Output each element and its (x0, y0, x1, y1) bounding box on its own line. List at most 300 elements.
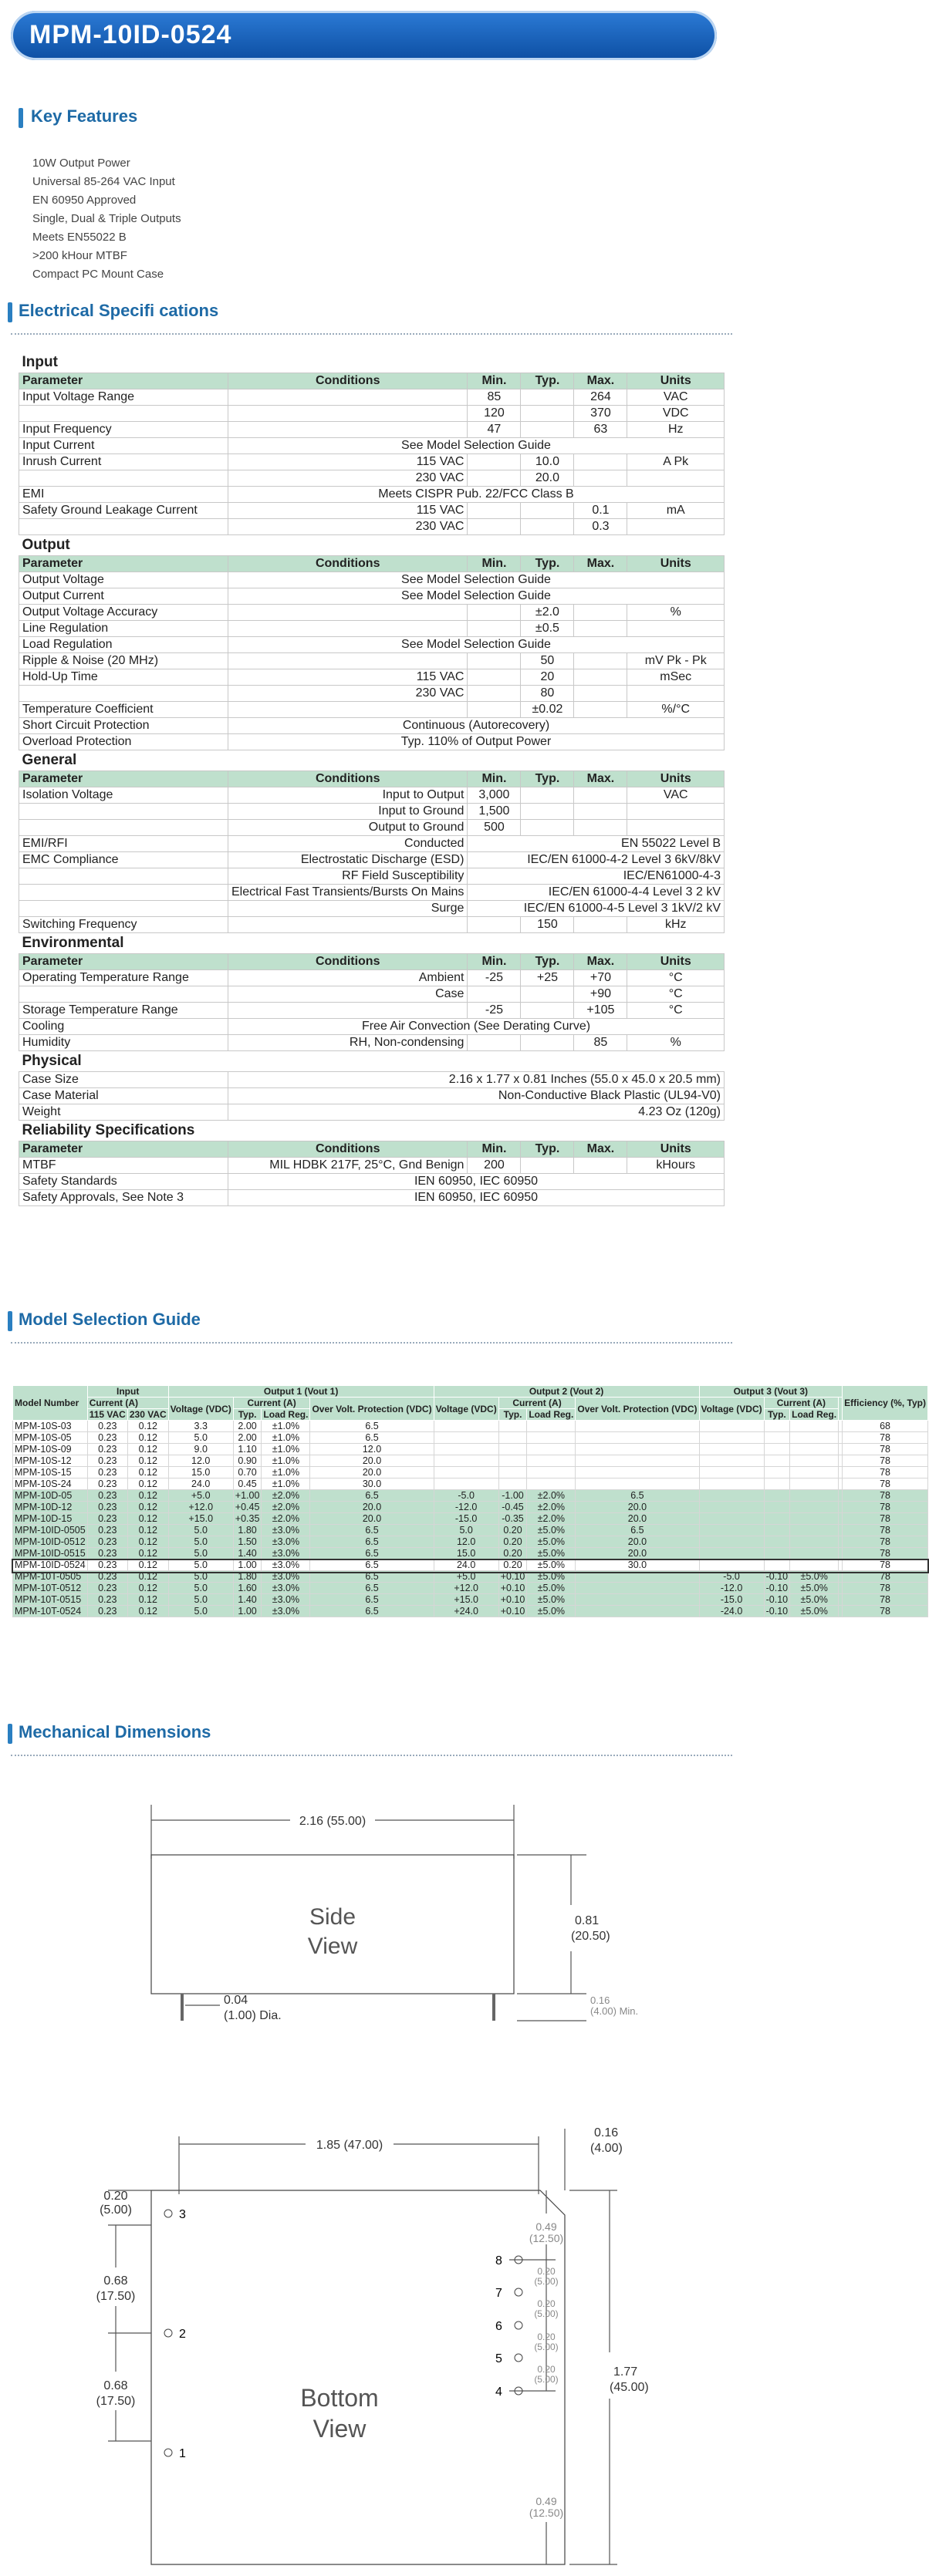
spec-condition: RF Field Susceptibility (228, 868, 468, 885)
model-header-cell: Input (87, 1386, 168, 1398)
corner-mm: (4.00) (590, 2142, 623, 2155)
spec-param: Cooling (19, 1019, 228, 1035)
spec-param: Case Size (19, 1072, 228, 1088)
spacing-in: 0.20 (537, 2332, 556, 2342)
spec-value: 2.16 x 1.77 x 0.81 Inches (55.0 x 45.0 x 20.5 mm) (228, 1072, 725, 1088)
model-cell: MPM-10T-0505 (13, 1571, 88, 1583)
pin-hole (164, 2210, 172, 2217)
model-cell: 1.40 (233, 1594, 262, 1606)
model-cell (764, 1467, 790, 1479)
model-header-cell: Model Number (13, 1386, 88, 1421)
spec-max: +70 (574, 970, 627, 986)
model-cell: 5.0 (168, 1525, 233, 1536)
spec-condition: 230 VAC (228, 470, 468, 487)
mechanical-heading: Mechanical Dimensions (19, 1722, 211, 1741)
model-cell: -1.00 (498, 1490, 527, 1502)
spec-typ: 20.0 (521, 470, 574, 487)
spec-value: IEC/EN 61000-4-4 Level 3 2 kV (468, 885, 725, 901)
model-cell: 5.0 (168, 1571, 233, 1583)
model-cell: 78 (843, 1455, 928, 1467)
pin-number: 5 (495, 2352, 502, 2365)
model-cell: 20.0 (576, 1548, 699, 1559)
model-cell: 0.23 (87, 1548, 127, 1559)
feature-item: EN 60950 Approved (32, 194, 137, 207)
spec-units: % (627, 605, 725, 621)
spec-param: Safety Ground Leakage Current (19, 503, 228, 519)
spec-typ: ±2.0 (521, 605, 574, 621)
model-cell: 2.00 (233, 1421, 262, 1432)
model-cell: 0.45 (233, 1479, 262, 1490)
model-cell: ±5.0% (527, 1559, 576, 1571)
model-cell: 6.5 (310, 1548, 434, 1559)
model-cell: 1.10 (233, 1444, 262, 1455)
spec-units: VAC (627, 389, 725, 406)
model-cell: 0.23 (87, 1606, 127, 1617)
model-cell (764, 1513, 790, 1525)
spec-typ: ±0.02 (521, 702, 574, 718)
model-cell: 6.5 (310, 1594, 434, 1606)
model-cell: 20.0 (310, 1502, 434, 1513)
spec-condition: RH, Non-condensing (228, 1035, 468, 1051)
model-cell: 0.23 (87, 1594, 127, 1606)
model-cell: ±5.0% (790, 1606, 839, 1617)
spec-header-cell: Min. (468, 373, 521, 389)
spec-min: 3,000 (468, 787, 521, 804)
spec-param: EMC Compliance (19, 852, 228, 868)
model-cell: -0.35 (498, 1513, 527, 1525)
model-cell: ±5.0% (790, 1583, 839, 1594)
pin-length-mm: (4.00) Min. (590, 2005, 639, 2017)
spec-header-cell: Typ. (521, 556, 574, 572)
model-header-cell: Current (A) (764, 1398, 839, 1409)
spec-param: Inrush Current (19, 454, 228, 470)
model-cell: 68 (843, 1421, 928, 1432)
model-cell: 5.0 (168, 1559, 233, 1571)
spec-header-cell: Typ. (521, 373, 574, 389)
model-cell: -12.0 (699, 1583, 764, 1594)
model-cell (764, 1444, 790, 1455)
model-cell: 12.0 (434, 1536, 498, 1548)
model-cell: 0.12 (127, 1559, 168, 1571)
key-features-heading: Key Features (31, 106, 138, 126)
spec-param: Safety Approvals, See Note 3 (19, 1190, 228, 1206)
model-cell: 0.12 (127, 1467, 168, 1479)
model-cell: MPM-10T-0515 (13, 1594, 88, 1606)
model-cell: MPM-10D-12 (13, 1502, 88, 1513)
spec-value: See Model Selection Guide (228, 637, 725, 653)
model-cell: ±1.0% (262, 1479, 310, 1490)
spec-header-cell: Max. (574, 373, 627, 389)
spec-condition: 230 VAC (228, 519, 468, 535)
model-cell: 5.0 (168, 1606, 233, 1617)
spacing-in: 0.20 (537, 2298, 556, 2309)
pin-dia-in: 0.04 (224, 1994, 248, 2007)
spec-header-cell: Max. (574, 556, 627, 572)
model-header-cell: Load Reg. (262, 1409, 310, 1421)
model-cell: ±3.0% (262, 1606, 310, 1617)
right-pin-group (495, 2254, 522, 2399)
left-mid1-in: 0.68 (103, 2274, 128, 2288)
pin-span-label: 1.85 (47.00) (316, 2139, 383, 2152)
model-cell: ±1.0% (262, 1455, 310, 1467)
spec-param: Overload Protection (19, 734, 228, 750)
model-cell: 0.12 (127, 1594, 168, 1606)
model-cell: 0.20 (498, 1548, 527, 1559)
pin-number: 4 (495, 2385, 502, 2399)
left-mid2-in: 0.68 (103, 2379, 128, 2392)
spec-param: Operating Temperature Range (19, 970, 228, 986)
model-cell: 0.23 (87, 1525, 127, 1536)
model-header-cell: Over Volt. Protection (VDC) (576, 1398, 699, 1421)
model-cell (764, 1455, 790, 1467)
model-cell: ±5.0% (527, 1536, 576, 1548)
model-header-cell (839, 1398, 843, 1421)
model-cell: 0.23 (87, 1571, 127, 1583)
spec-group-title: Physical (22, 1053, 82, 1069)
model-cell: 5.0 (168, 1594, 233, 1606)
spec-param: Line Regulation (19, 621, 228, 637)
spec-condition: MIL HDBK 217F, 25°C, Gnd Benign (228, 1158, 468, 1174)
model-header-cell: 115 VAC (87, 1409, 127, 1421)
spec-max: +90 (574, 986, 627, 1003)
spec-header-cell: Typ. (521, 1141, 574, 1158)
feature-item: Universal 85-264 VAC Input (32, 175, 175, 188)
bottom-view-label: Bottom (300, 2384, 379, 2412)
model-cell: 12.0 (310, 1444, 434, 1455)
right-049a-in: 0.49 (535, 2220, 557, 2233)
spec-param: MTBF (19, 1158, 228, 1174)
model-cell (764, 1490, 790, 1502)
spec-param: Output Current (19, 588, 228, 605)
model-cell: +0.10 (498, 1583, 527, 1594)
model-cell (790, 1525, 839, 1536)
model-cell: -5.0 (434, 1490, 498, 1502)
model-cell: 6.5 (310, 1571, 434, 1583)
spec-min: 120 (468, 406, 521, 422)
model-header-cell: Voltage (VDC) (699, 1398, 764, 1421)
model-cell: 5.0 (168, 1432, 233, 1444)
model-cell: +0.45 (233, 1502, 262, 1513)
spec-typ: +25 (521, 970, 574, 986)
spec-units: VAC (627, 787, 725, 804)
model-cell: 6.5 (576, 1490, 699, 1502)
model-cell (790, 1455, 839, 1467)
pin-length-in: 0.16 (590, 1994, 610, 2006)
model-cell: MPM-10T-0524 (13, 1606, 88, 1617)
spec-min: 47 (468, 422, 521, 438)
model-cell: 0.12 (127, 1490, 168, 1502)
spec-units: % (627, 1035, 725, 1051)
model-cell: ±1.0% (262, 1444, 310, 1455)
model-cell: ±3.0% (262, 1525, 310, 1536)
model-cell: 6.5 (310, 1432, 434, 1444)
model-cell: 78 (843, 1432, 928, 1444)
model-cell (790, 1467, 839, 1479)
model-cell: 6.5 (310, 1606, 434, 1617)
model-cell: MPM-10T-0512 (13, 1583, 88, 1594)
model-cell: MPM-10S-12 (13, 1455, 88, 1467)
feature-item: Meets EN55022 B (32, 231, 127, 244)
model-cell: 0.12 (127, 1479, 168, 1490)
model-cell: -5.0 (699, 1571, 764, 1583)
spec-units: VDC (627, 406, 725, 422)
model-cell: 20.0 (310, 1513, 434, 1525)
model-cell: 0.12 (127, 1548, 168, 1559)
model-cell: MPM-10D-15 (13, 1513, 88, 1525)
model-header-cell: 230 VAC (127, 1409, 168, 1421)
spec-header-cell: Parameter (19, 556, 228, 572)
pin-number: 8 (495, 2254, 502, 2267)
model-cell (790, 1536, 839, 1548)
spec-group-title: General (22, 752, 77, 768)
spec-header-cell: Parameter (19, 771, 228, 787)
model-cell: 78 (843, 1571, 928, 1583)
model-cell (764, 1502, 790, 1513)
model-cell: 24.0 (434, 1559, 498, 1571)
spec-header-cell: Max. (574, 954, 627, 970)
model-header-cell: Over Volt. Protection (VDC) (310, 1398, 434, 1421)
model-cell: 0.12 (127, 1432, 168, 1444)
model-cell: 78 (843, 1467, 928, 1479)
spec-param: Weight (19, 1104, 228, 1121)
model-cell: 1.60 (233, 1583, 262, 1594)
model-cell: 6.5 (310, 1536, 434, 1548)
pin-number: 2 (179, 2328, 186, 2341)
pin-number: 7 (495, 2287, 502, 2300)
model-cell: 3.3 (168, 1421, 233, 1432)
model-cell: 1.00 (233, 1559, 262, 1571)
spec-header-cell: Parameter (19, 1141, 228, 1158)
left-top-in: 0.20 (103, 2190, 128, 2203)
model-cell: 24.0 (168, 1479, 233, 1490)
spec-min: -25 (468, 1003, 521, 1019)
spec-units: °C (627, 970, 725, 986)
spec-param: Output Voltage Accuracy (19, 605, 228, 621)
spec-condition: 115 VAC (228, 669, 468, 686)
model-cell (764, 1548, 790, 1559)
model-cell: +5.0 (168, 1490, 233, 1502)
right-049b-in: 0.49 (535, 2495, 557, 2507)
model-cell: ±3.0% (262, 1583, 310, 1594)
spec-param: Temperature Coefficient (19, 702, 228, 718)
model-cell: 78 (843, 1594, 928, 1606)
model-cell: ±3.0% (262, 1571, 310, 1583)
model-cell: 0.23 (87, 1513, 127, 1525)
model-cell: 1.40 (233, 1548, 262, 1559)
model-cell: 78 (843, 1444, 928, 1455)
model-cell: ±1.0% (262, 1421, 310, 1432)
model-cell: ±3.0% (262, 1536, 310, 1548)
spec-units: kHours (627, 1158, 725, 1174)
model-cell: MPM-10S-15 (13, 1467, 88, 1479)
left-mid2-mm: (17.50) (96, 2395, 136, 2408)
model-cell: 78 (843, 1559, 928, 1571)
spec-units: °C (627, 1003, 725, 1019)
model-cell: 9.0 (168, 1444, 233, 1455)
spec-condition: 230 VAC (228, 686, 468, 702)
spec-condition: Ambient (228, 970, 468, 986)
model-cell: 0.23 (87, 1536, 127, 1548)
pin-number: 1 (179, 2447, 186, 2460)
spec-param: Input Voltage Range (19, 389, 228, 406)
spec-value: IEN 60950, IEC 60950 (228, 1174, 725, 1190)
model-cell: -0.10 (764, 1571, 790, 1583)
model-cell (764, 1479, 790, 1490)
spec-header-cell: Max. (574, 1141, 627, 1158)
spec-header-cell: Units (627, 556, 725, 572)
model-cell: +0.10 (498, 1606, 527, 1617)
model-cell: MPM-10S-03 (13, 1421, 88, 1432)
spec-header-cell: Max. (574, 771, 627, 787)
model-header-cell: Typ. (233, 1409, 262, 1421)
model-cell: 20.0 (576, 1536, 699, 1548)
model-cell: 78 (843, 1513, 928, 1525)
spec-max: 63 (574, 422, 627, 438)
model-cell (764, 1432, 790, 1444)
spec-value: See Model Selection Guide (228, 438, 725, 454)
spec-min: 200 (468, 1158, 521, 1174)
spec-param: Safety Standards (19, 1174, 228, 1190)
spec-value: 4.23 Oz (120g) (228, 1104, 725, 1121)
spec-condition: Electrostatic Discharge (ESD) (228, 852, 468, 868)
pin-hole (515, 2321, 522, 2329)
spec-value: See Model Selection Guide (228, 572, 725, 588)
model-cell: 20.0 (576, 1502, 699, 1513)
model-cell: ±5.0% (790, 1571, 839, 1583)
spec-units: A Pk (627, 454, 725, 470)
model-cell: 20.0 (576, 1513, 699, 1525)
model-cell: 0.23 (87, 1490, 127, 1502)
model-cell: ±5.0% (527, 1594, 576, 1606)
model-cell: ±2.0% (262, 1490, 310, 1502)
spec-group-title: Output (22, 537, 70, 553)
model-header-cell: Voltage (VDC) (168, 1398, 233, 1421)
right-049b-mm: (12.50) (529, 2507, 564, 2519)
spec-condition: 115 VAC (228, 454, 468, 470)
model-cell: 6.5 (310, 1525, 434, 1536)
model-cell: 5.0 (168, 1583, 233, 1594)
spec-header-cell: Parameter (19, 954, 228, 970)
model-cell: -0.10 (764, 1594, 790, 1606)
model-cell: 0.12 (127, 1583, 168, 1594)
spec-min: 1,500 (468, 804, 521, 820)
spec-max: 370 (574, 406, 627, 422)
spacing-mm: (5.00) (534, 2308, 559, 2319)
model-cell: 0.23 (87, 1467, 127, 1479)
model-cell: 5.0 (168, 1548, 233, 1559)
pin-hole (164, 2329, 172, 2337)
model-cell: +0.10 (498, 1571, 527, 1583)
spec-header-cell: Min. (468, 771, 521, 787)
model-cell: 0.12 (127, 1455, 168, 1467)
spec-header-cell: Min. (468, 1141, 521, 1158)
spec-param: Humidity (19, 1035, 228, 1051)
model-cell: 6.5 (310, 1421, 434, 1432)
spec-condition: Output to Ground (228, 820, 468, 836)
model-cell: 1.50 (233, 1536, 262, 1548)
spec-header-cell: Conditions (228, 954, 468, 970)
model-cell: ±5.0% (527, 1525, 576, 1536)
bottom-view-body (151, 2190, 565, 2564)
model-cell: 0.23 (87, 1479, 127, 1490)
model-cell: 6.5 (310, 1490, 434, 1502)
model-cell: 6.5 (576, 1525, 699, 1536)
model-cell: 5.0 (434, 1525, 498, 1536)
spec-value: IEC/EN61000-4-3 (468, 868, 725, 885)
spec-header-cell: Parameter (19, 373, 228, 389)
model-header-cell: Current (A) (233, 1398, 310, 1409)
spec-value: IEC/EN 61000-4-2 Level 3 6kV/8kV (468, 852, 725, 868)
spec-condition: Input to Ground (228, 804, 468, 820)
spec-value: Continuous (Autorecovery) (228, 718, 725, 734)
model-header-cell: Voltage (VDC) (434, 1398, 498, 1421)
left-pin-group (164, 2208, 186, 2460)
model-cell: 78 (843, 1583, 928, 1594)
model-cell: MPM-10ID-0515 (13, 1548, 88, 1559)
model-cell: ±5.0% (527, 1606, 576, 1617)
spec-value: Non-Conductive Black Plastic (UL94-V0) (228, 1088, 725, 1104)
height-in-label: 0.81 (575, 1914, 600, 1927)
model-cell: 78 (843, 1525, 928, 1536)
overall-mm: (45.00) (610, 2381, 649, 2394)
model-cell: 0.12 (127, 1421, 168, 1432)
spec-header-cell: Units (627, 771, 725, 787)
model-cell (764, 1536, 790, 1548)
model-cell: 0.20 (498, 1525, 527, 1536)
spec-param: Hold-Up Time (19, 669, 228, 686)
spec-condition: 115 VAC (228, 503, 468, 519)
spec-typ: 10.0 (521, 454, 574, 470)
model-cell: 2.00 (233, 1432, 262, 1444)
model-cell: -12.0 (434, 1502, 498, 1513)
model-cell: +0.10 (498, 1594, 527, 1606)
model-cell: ±2.0% (527, 1513, 576, 1525)
model-cell: 78 (843, 1536, 928, 1548)
model-cell: 12.0 (168, 1455, 233, 1467)
pin-hole (515, 2354, 522, 2362)
model-cell: -15.0 (699, 1594, 764, 1606)
model-cell (790, 1548, 839, 1559)
spec-param: Short Circuit Protection (19, 718, 228, 734)
spacing-mm: (5.00) (534, 2374, 559, 2385)
model-cell: 78 (843, 1548, 928, 1559)
model-cell (764, 1525, 790, 1536)
model-header-cell: Current (A) (87, 1398, 168, 1409)
spec-param: Load Regulation (19, 637, 228, 653)
spec-units: %/°C (627, 702, 725, 718)
spec-condition: Input to Output (228, 787, 468, 804)
spec-value: IEC/EN 61000-4-5 Level 3 1kV/2 kV (468, 901, 725, 917)
model-cell: ±2.0% (262, 1502, 310, 1513)
feature-item: 10W Output Power (32, 157, 130, 170)
spec-param: EMI/RFI (19, 836, 228, 852)
spec-typ: 50 (521, 653, 574, 669)
model-cell: 0.12 (127, 1502, 168, 1513)
model-cell: -24.0 (699, 1606, 764, 1617)
spacing-mm: (5.00) (534, 2276, 559, 2287)
feature-item: Compact PC Mount Case (32, 268, 164, 281)
model-cell: 0.12 (127, 1571, 168, 1583)
spec-max: 264 (574, 389, 627, 406)
width-label: 2.16 (55.00) (299, 1815, 367, 1828)
model-cell: 0.12 (127, 1536, 168, 1548)
model-header-cell: Output 2 (Vout 2) (434, 1386, 699, 1398)
spec-value: Meets CISPR Pub. 22/FCC Class B (228, 487, 725, 503)
bottom-view-label: View (312, 2415, 367, 2443)
model-cell: MPM-10ID-0505 (13, 1525, 88, 1536)
model-cell: 0.23 (87, 1583, 127, 1594)
model-cell: ±5.0% (790, 1594, 839, 1606)
